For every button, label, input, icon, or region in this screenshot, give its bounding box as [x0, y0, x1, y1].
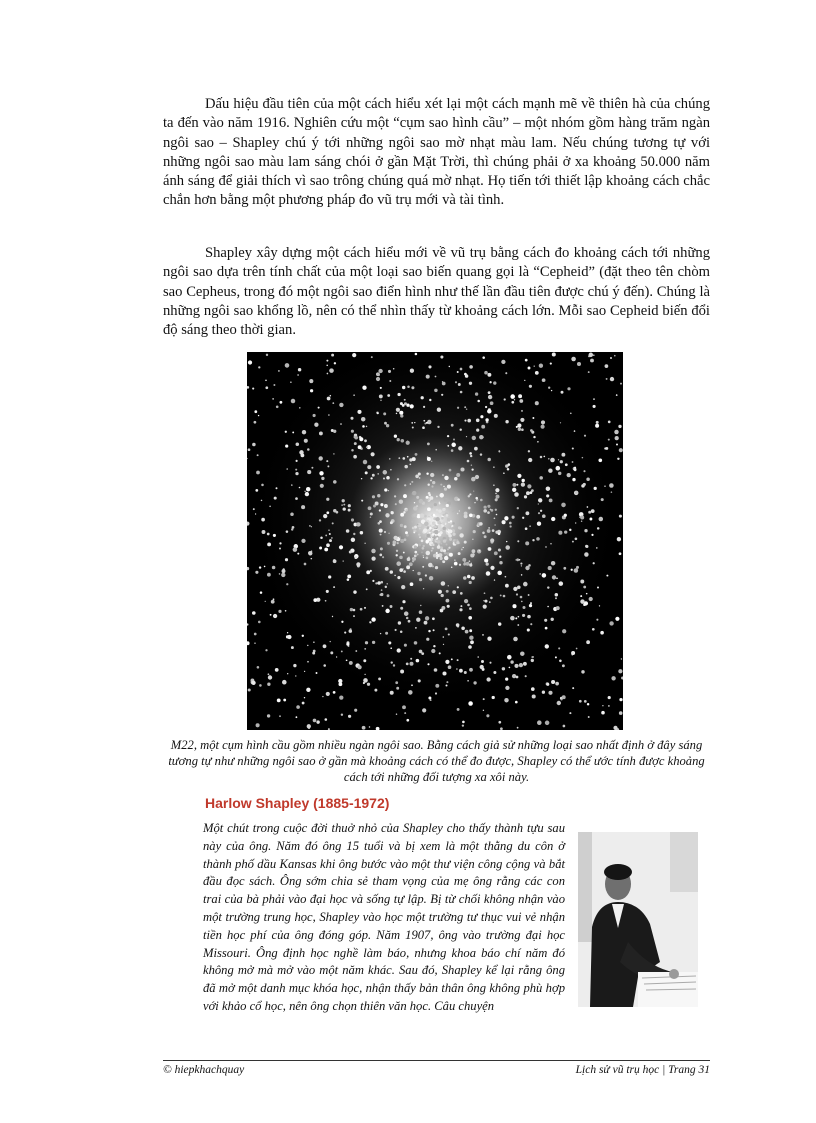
sidebar-title: Harlow Shapley (1885-1972): [205, 795, 390, 811]
figure-caption: M22, một cụm hình cầu gồm nhiều ngàn ngôi sao. Bằng cách giả sử những loại sao nhất định ở đây sáng tương tự như những ngôi sao ở gần mà khoảng cách có thể đo được, Shapley có thể ước tính được khoảng cách tới những đối tượng xa xôi này.: [168, 738, 705, 784]
body-paragraph-1: Dấu hiệu đầu tiên của một cách hiểu xét lại một cách mạnh mẽ về thiên hà của chúng ta đến vào năm 1916. Nghiên cứu một “cụm sao hình cầu” – một nhóm gồm hàng trăm ngàn ngôi sao – Shapley chú ý tới những ngôi sao mờ nhạt màu lam. Nếu chúng tương tự với những ngôi sao màu lam sáng chói ở gần Mặt Trời, thì chúng phải ở xa khoảng 50.000 năm ánh sáng để giải thích vì sao trông chúng quá mờ nhạt. Họ tiến tới thiết lập khoảng cách chắc chắn hơn bằng một phương pháp đo vũ trụ mới và tài tình.: [163, 96, 710, 209]
footer-page-info: Lịch sử vũ trụ học | Trang 31: [575, 1064, 710, 1076]
star-field-image: [247, 352, 623, 730]
sidebar-biography-text: Một chút trong cuộc đời thuở nhỏ của Shapley cho thấy thành tựu sau này của ông. Năm đó ông 15 tuổi và bị xem là một thằng du côn ở thành phố dầu Kansas khi ông bước vào một thư viện công cộng và bắt đầu đọc sách. Ông sớm chia sẻ tham vọng của mẹ ông rằng các con trai của bà phải vào đại học và sống tự lập. Bị từ chối không nhận vào một trường trung học, Shapley vào học một trường tư thục vui vẻ nhận tiền học phí của ông đóng góp. Năm 1907, ông vào trường đại học Missouri. Ông định học nghề làm báo, nhưng khoa báo chí năm đó không mở mà mở vào một năm khác. Sau đó, Shapley kể lại rằng ông đã mở một danh mục khóa học, nhận thấy bản thân ông không phù hợp với khảo cổ học, nên ông chọn thiên văn học. Câu chuyện: [203, 821, 565, 1013]
footer-divider: [163, 1060, 710, 1061]
body-paragraph-2: Shapley xây dựng một cách hiểu mới về vũ trụ bằng cách đo khoảng cách tới những ngôi sao dựa trên tính chất của một loại sao biến quang gọi là “Cepheid” (đặt theo tên chòm sao Cepheus, trong đó một ngôi sao điển hình như thế lần đầu tiên được chú ý đến). Chúng là những ngôi sao khổng lồ, nên có thể nhìn thấy từ khoảng cách lớn. Mỗi sao Cepheid biến đổi độ sáng theo thời gian.: [163, 245, 710, 339]
footer-copyright: © hiepkhachquay: [163, 1064, 245, 1076]
shapley-portrait-photo: [578, 832, 698, 1007]
globular-cluster-photo: [247, 352, 623, 730]
portrait-image: [578, 832, 698, 1007]
